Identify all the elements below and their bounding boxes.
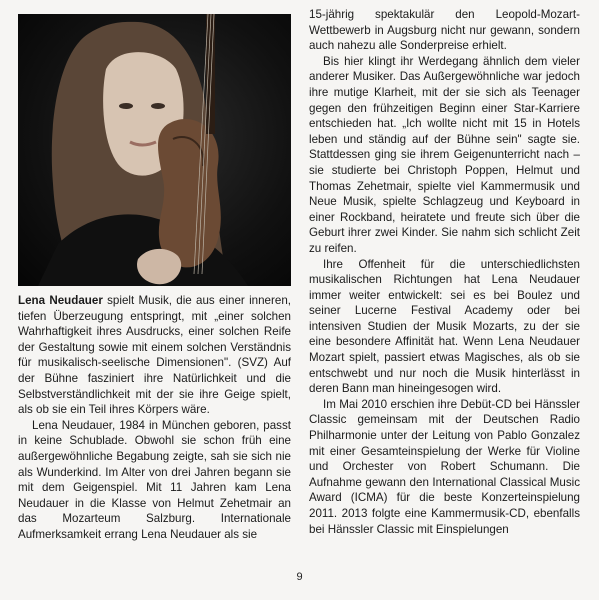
biography-paragraph-4: Ihre Offenheit für die unterschiedlichsten musikalischen Richtungen hat Lena Neudauer immer weiter entwickelt: sei es bei Boulez und seiner Lucerne Festival Academy oder bei intensiven Studien der Musik Mozarts, zu der sie eine besondere Affinität hat. Wenn Lena Neudauer Mozart spielt, passiert etwas Magisches, als ob sie entschwebt und nur noch die Musik hinterlässt in deren Bann man hineingesogen wird.: [309, 257, 580, 396]
biography-paragraph-2: 15-jährig spektakulär den Leopold-Mozart-Wettbewerb in Augsburg nicht nur gewann, sondern auch nahezu alle Sonderpreise erhielt.: [309, 8, 580, 53]
left-column: [18, 14, 291, 543]
intro-paragraph: [18, 293, 291, 418]
intro-text: spielt Musik, die aus einer inneren, tiefen Überzeugung entspringt, mit „einer solchen Wahrhaftigkeit ihres Ausdrucks, einer solchen Reife der Gestaltung sowie mit einem solchen Verständnis für musikalisch-seelische Dimensionen". (SVZ) Auf der Bühne fasziniert ihre Natürlichkeit und die Selbstverständlichkeit mit der sie ihre Geige spielt, als ob sie ein Teil ihres Körpers wäre.: [18, 294, 291, 417]
biography-paragraph-1: Lena Neudauer, 1984 in München geboren, passt in keine Schublade. Obwohl sie schon früh eine außergewöhnliche Begabung zeigte, sah sie sich nie als Wunderkind. Im Alter von drei Jahren begann sie mit dem Geigenspiel. Mit 11 Jahren kam Lena Neudauer in die Klasse von Helmut Zehetmair an das Mozarteum Salzburg. Internationale Aufmerksamkeit errang Lena Neudauer als sie: [18, 418, 291, 541]
right-column: [309, 7, 580, 537]
portrait-illustration: [18, 14, 291, 286]
biography-paragraph-5: Im Mai 2010 erschien ihre Debüt-CD bei Hänssler Classic gemeinsam mit der Deutschen Radio Philharmonie unter der Leitung von Pablo Gonzalez mit einer Gesamteinspielung der Werke für Violine und Orchester von Robert Schumann. Die Aufnahme gewann den International Classical Music Award (ICMA) für die beste Konzerteinspielung 2011. 2013 folgte eine Kammermusik-CD, ebenfalls bei Hänssler Classic mit Einspielungen: [309, 397, 580, 536]
page-number: 9: [296, 571, 303, 583]
biography-paragraph-3: Bis hier klingt ihr Werdegang ähnlich dem vieler anderer Musiker. Das Außergewöhnliche war jedoch ihre mutige Klarheit, mit der sie sich als Teenager gegen den frühzeitigen Beginn einer Star-Karriere entschieden hat. „Ich wollte nicht mit 15 in Hotels leben und ständig auf der Bühne sein" sagte sie. Stattdessen ging sie ihrem Geigenunterricht nach – sie studierte bei Christoph Poppen, Helmut und Thomas Zehetmair, spielte viel Kammermusik und Neue Musik, spielte Schlagzeug und Keyboard in einer Rockband, heiratete und freute sich über die Geburt ihrer zwei Kinder. Sie nahm sich schlicht Zeit zu reifen.: [309, 54, 580, 255]
portrait-photo: [18, 14, 291, 286]
artist-name: Lena Neudauer: [18, 294, 103, 307]
